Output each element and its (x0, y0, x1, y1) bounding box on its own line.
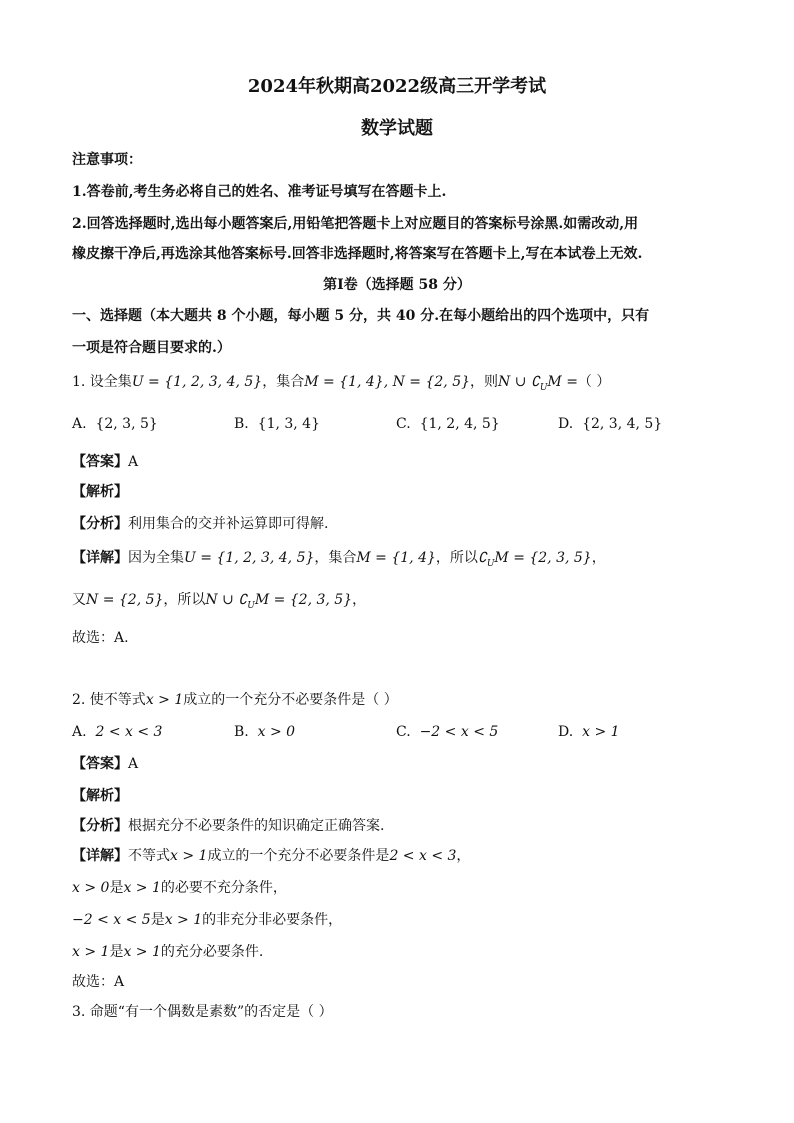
notice-item-2-line1: 2.回答选择题时,选出每小题答案后,用铅笔把答题卡上对应题目的答案标号涂黑.如需改动,用 (72, 216, 639, 232)
option-value: 2 < x < 3 (95, 724, 163, 740)
option-value: x > 0 (257, 724, 296, 740)
q2-option-a (72, 722, 162, 742)
q1-expression-sub: U (539, 382, 548, 393)
detail-text: ，所以 (435, 550, 478, 566)
detail-text: 不等式 (128, 848, 170, 864)
q1-expression-tail: M = (547, 374, 578, 390)
q1-universal-set: U = {1, 2, 3, 4, 5} (131, 374, 263, 390)
q2-detail-line1 (72, 878, 287, 898)
exam-title: 2024年秋期高2022级高三开学考试 (247, 76, 547, 97)
q2-detail-line2 (72, 910, 342, 930)
part-title: 第Ⅰ卷（选择题 58 分） (323, 277, 471, 293)
detail-math: N ∪ ∁ (205, 592, 248, 608)
detail-math: U = {1, 2, 3, 4, 5} (184, 550, 315, 566)
option-label: C. (396, 724, 411, 740)
option-label: D. (558, 416, 574, 432)
detail-math-sub: U (247, 600, 255, 611)
notice-item-2-line2: 橡皮擦干净后,再选涂其他答案标号.回答非选择题时,将答案写在答题卡上,写在本试卷上无效. (72, 246, 643, 262)
detail-math: −2 < x < 5 (72, 912, 151, 928)
answer-tag: 【答案】 (72, 756, 128, 772)
fenxi-text: 根据充分不必要条件的知识确定正确答案. (128, 818, 385, 834)
detail-math: ∁ (477, 550, 487, 566)
detail-text: ，所以 (163, 592, 206, 608)
q1-expression: N ∪ ∁ (498, 374, 540, 390)
q2-option-c (396, 722, 498, 742)
detail-math-sub: U (486, 558, 495, 569)
detail-text: 的非充分非必要条件， (202, 912, 343, 928)
stem-text: 2. 使不等式 (72, 692, 146, 708)
q1-option-a (72, 414, 158, 434)
q1-option-c (396, 414, 500, 434)
detail-text: ， (456, 848, 471, 864)
detail-text: 的充分必要条件. (160, 944, 264, 960)
option-label: A. (72, 724, 87, 740)
detail-tag: 【详解】 (72, 848, 128, 864)
q1-prefix: 1. 设全集 (72, 374, 132, 390)
q1-answer (72, 452, 138, 472)
detail-text: ，集合 (314, 550, 357, 566)
answer-value: A (128, 756, 139, 772)
q1-detail-line2 (72, 590, 366, 616)
notice-heading: 注意事项： (72, 152, 142, 168)
option-label: D. (558, 724, 574, 740)
stem-text: 成立的一个充分不必要条件是（ ） (183, 692, 398, 708)
q2-option-d (558, 722, 620, 742)
q2-fenxi (72, 816, 384, 836)
option-label: B. (234, 416, 249, 432)
detail-math: x > 1 (164, 912, 203, 928)
fenxi-tag: 【分析】 (72, 516, 128, 532)
answer-value: A (128, 454, 139, 470)
detail-text: 是 (109, 944, 124, 960)
detail-text: ， (591, 550, 606, 566)
detail-math: N = {2, 5} (86, 592, 164, 608)
option-value: x > 1 (582, 724, 620, 740)
detail-math: M = {1, 4} (356, 550, 436, 566)
question-2-stem (72, 690, 398, 710)
detail-math: x > 1 (123, 880, 161, 896)
option-label: B. (234, 724, 249, 740)
option-value: {1, 3, 4} (257, 416, 320, 432)
detail-math: 2 < x < 3 (389, 848, 457, 864)
option-value: {1, 2, 4, 5} (419, 416, 500, 432)
section-heading-line1: 一、选择题（本大题共 8 个小题，每小题 5 分，共 40 分.在每小题给出的四个选项中，只有 (72, 308, 650, 324)
option-value: {2, 3, 4, 5} (582, 416, 663, 432)
detail-math: x > 0 (72, 880, 110, 896)
q1-detail (72, 548, 606, 574)
q1-fenxi (72, 514, 328, 534)
q2-answer (72, 754, 138, 774)
q1-analysis-tag: 【解析】 (72, 484, 128, 500)
q1-answer-paren: （ ） (577, 374, 611, 390)
detail-text: 的必要不充分条件， (160, 880, 287, 896)
section-heading-line2: 一项是符合题目要求的.） (72, 340, 231, 356)
q1-then: ，则 (470, 374, 499, 390)
option-label: C. (396, 416, 411, 432)
answer-tag: 【答案】 (72, 454, 128, 470)
q1-option-d (558, 414, 662, 434)
question-3-stem: 3. 命题“有一个偶数是素数”的否定是（ ） (72, 1004, 333, 1020)
fenxi-text: 利用集合的交并补运算即可得解. (128, 516, 329, 532)
option-label: A. (72, 416, 87, 432)
option-value: −2 < x < 5 (419, 724, 499, 740)
detail-math: x > 1 (72, 944, 110, 960)
option-value: {2, 3, 5} (95, 416, 158, 432)
q1-option-b (234, 414, 320, 434)
detail-math: x > 1 (123, 944, 161, 960)
detail-tag: 【详解】 (72, 550, 128, 566)
detail-text: 是 (109, 880, 124, 896)
q1-choose: 故选：A. (72, 630, 129, 646)
fenxi-tag: 【分析】 (72, 818, 128, 834)
q1-sets-mn: M = {1, 4}, N = {2, 5} (304, 374, 471, 390)
detail-text: 成立的一个充分不必要条件是 (207, 848, 390, 864)
q2-analysis-tag: 【解析】 (72, 788, 128, 804)
q2-option-b (234, 722, 295, 742)
exam-subject: 数学试题 (361, 118, 433, 139)
notice-item-1: 1.答卷前,考生务必将自己的姓名、准考证号填写在答题卡上. (72, 184, 447, 200)
detail-math: M = {2, 3, 5} (254, 592, 353, 608)
q2-detail-line3 (72, 942, 263, 962)
stem-math: x > 1 (145, 692, 184, 708)
q1-mid: ，集合 (262, 374, 305, 390)
detail-text: 是 (150, 912, 165, 928)
detail-math: M = {2, 3, 5} (494, 550, 592, 566)
detail-text: 又 (72, 592, 86, 608)
q2-detail (72, 846, 470, 866)
q2-choose: 故选：A (72, 974, 125, 990)
detail-text: 因为全集 (128, 550, 184, 566)
detail-text: ， (352, 592, 367, 608)
question-1-stem (72, 372, 610, 398)
detail-math: x > 1 (170, 848, 208, 864)
